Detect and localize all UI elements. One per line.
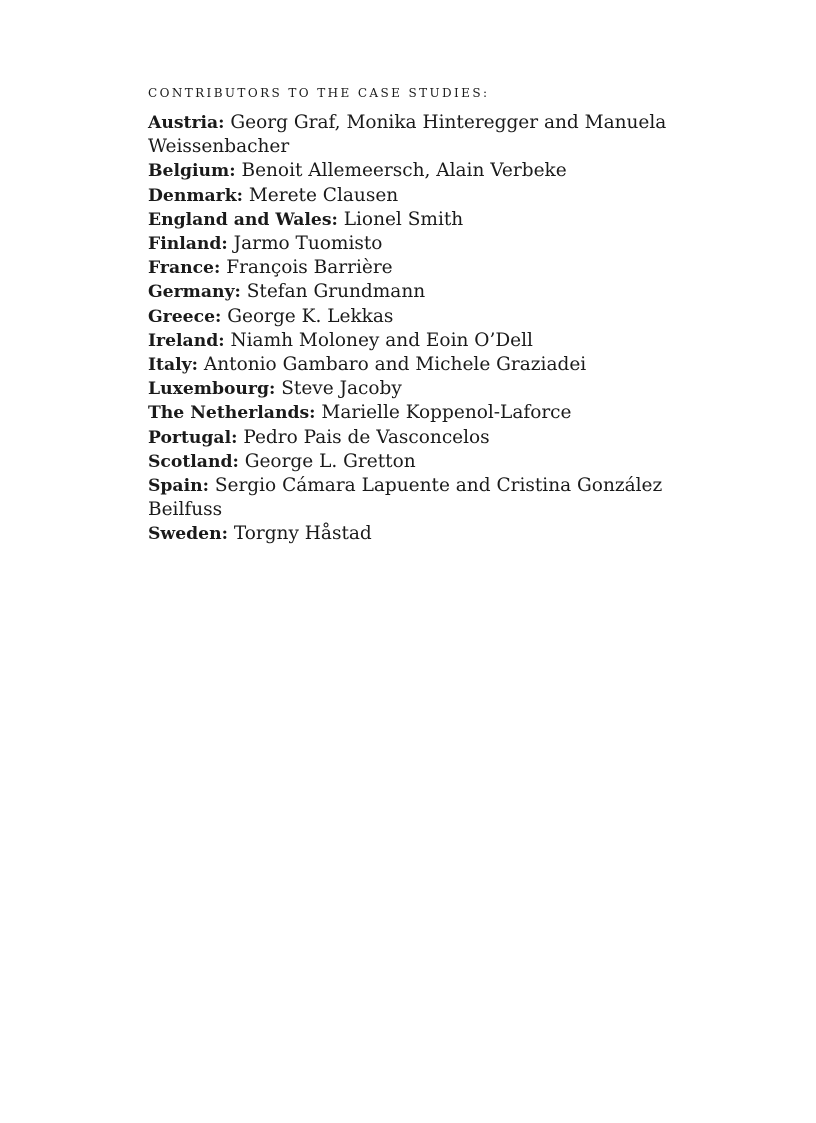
contributor-names: Niamh Moloney and Eoin O’Dell (230, 329, 533, 351)
contributor-entry (148, 159, 708, 183)
country-label: The Netherlands: (148, 403, 316, 424)
contributor-names: Stefan Grundmann (246, 281, 426, 303)
country-label: Greece: (148, 306, 222, 327)
country-label: Ireland: (148, 330, 225, 351)
contributors-list (148, 111, 708, 547)
contributor-entry (148, 353, 708, 377)
contributor-names: Pedro Pais de Vasconcelos (243, 426, 490, 448)
contributor-names: François Barrière (226, 257, 393, 279)
country-label: Spain: (148, 476, 209, 497)
contributor-names: Merete Clausen (248, 184, 399, 206)
contributor-entry (148, 329, 708, 353)
contributor-entry (148, 450, 708, 474)
contributor-entry (148, 184, 708, 208)
contributor-entry (148, 256, 708, 280)
contributor-entry (148, 232, 708, 256)
contributor-names: Antonio Gambaro and Michele Graziadei (203, 354, 587, 376)
contributor-entry (148, 377, 708, 401)
country-label: Denmark: (148, 185, 243, 206)
contributor-entry (148, 280, 708, 304)
country-label: Finland: (148, 234, 228, 255)
contributor-entry (148, 474, 708, 522)
contributor-entry (148, 208, 708, 232)
country-label: England and Wales: (148, 209, 338, 230)
contributor-entry (148, 111, 708, 159)
country-label: Portugal: (148, 427, 238, 448)
country-label: Germany: (148, 282, 241, 303)
contributor-entry (148, 305, 708, 329)
country-label: France: (148, 258, 221, 279)
contributor-entry (148, 522, 708, 546)
country-label: Belgium: (148, 161, 236, 182)
contributor-names: Torgny Håstad (233, 523, 372, 545)
contributor-names: Marielle Koppenol-Laforce (321, 402, 572, 424)
contributor-names: Steve Jacoby (281, 378, 402, 400)
contributor-names: Georg Graf, Monika Hinteregger and Manuela Weissenbacher (148, 112, 667, 158)
contributor-entry (148, 401, 708, 425)
contributor-names: George L. Gretton (244, 450, 416, 472)
contributors-heading: CONTRIBUTORS TO THE CASE STUDIES: (148, 86, 490, 100)
contributors-page (148, 86, 708, 547)
contributor-entry (148, 426, 708, 450)
country-label: Scotland: (148, 451, 239, 472)
country-label: Italy: (148, 355, 198, 376)
country-label: Sweden: (148, 524, 228, 545)
contributor-names: Sergio Cámara Lapuente and Cristina González Beilfuss (148, 475, 663, 521)
contributor-names: Jarmo Tuomisto (233, 233, 383, 255)
contributor-names: George K. Lekkas (227, 305, 394, 327)
country-label: Luxembourg: (148, 379, 276, 400)
country-label: Austria: (148, 113, 225, 133)
contributor-names: Benoit Allemeersch, Alain Verbeke (241, 160, 567, 182)
contributor-names: Lionel Smith (343, 208, 464, 230)
